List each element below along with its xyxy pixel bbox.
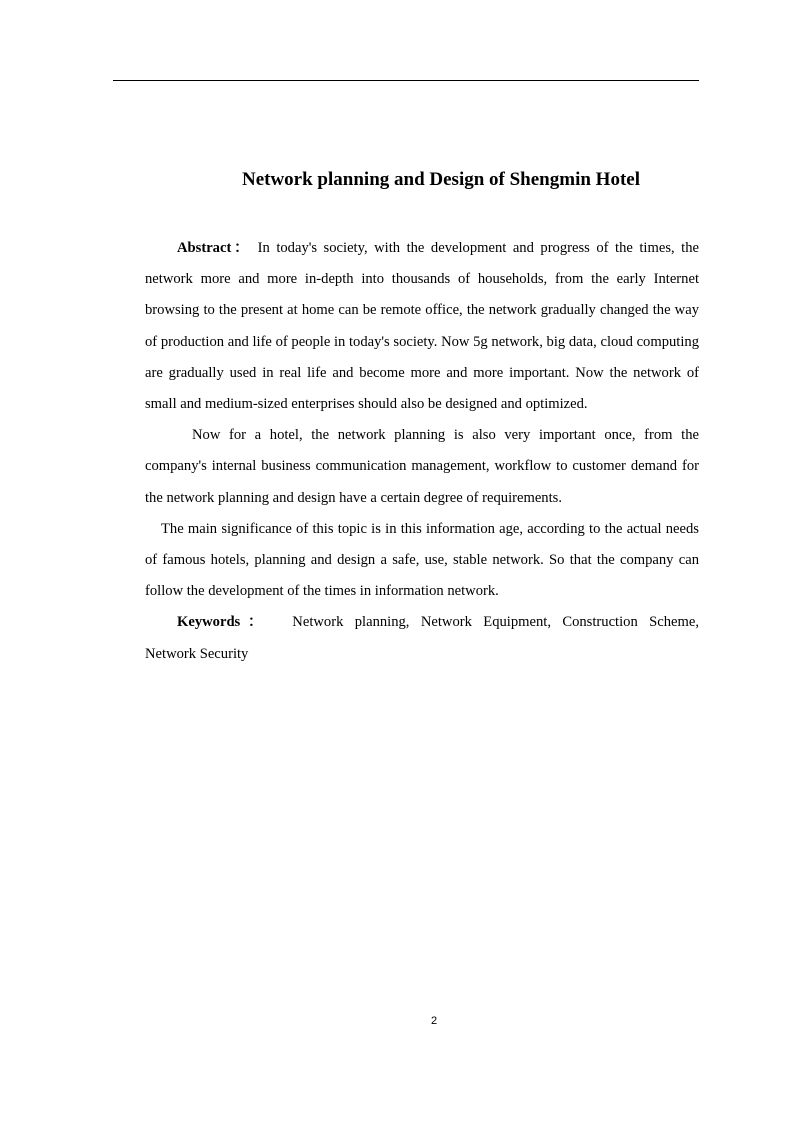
keywords-text: Network planning, Network Equipment, Construction Scheme, Network Security [145, 614, 699, 662]
abstract-text-1: In today's society, with the development and progress of the times, the network more and more in-depth into thousands of households, from the early Internet browsing to the present at home can be remote office, the network gradually changed the way of production and life of people in today's society. Now 5g network, big data, cloud computing are gradually used in real life and become more and more important. Now the network of small and medium-sized enterprises should also be designed and optimized. [145, 240, 699, 413]
header-rule [113, 80, 699, 81]
keywords-paragraph [145, 607, 699, 669]
page-number: 2 [430, 1015, 438, 1027]
document-title: Network planning and Design of Shengmin Hotel [241, 169, 640, 190]
keywords-label: Keywords： [177, 614, 271, 631]
abstract-paragraph-2: Now for a hotel, the network planning is also very important once, from the company's internal business communication management, workflow to customer demand for the network planning and design have a certain degree of requirements. [145, 427, 699, 506]
abstract-label: Abstract： [177, 240, 252, 256]
abstract-paragraph-1 [145, 233, 699, 420]
abstract-paragraph-3: The main significance of this topic is in this information age, according to the actual needs of famous hotels, planning and design a safe, use, stable network. So that the company can follow the development of the times in information network. [145, 520, 699, 600]
abstract-section [145, 233, 699, 670]
